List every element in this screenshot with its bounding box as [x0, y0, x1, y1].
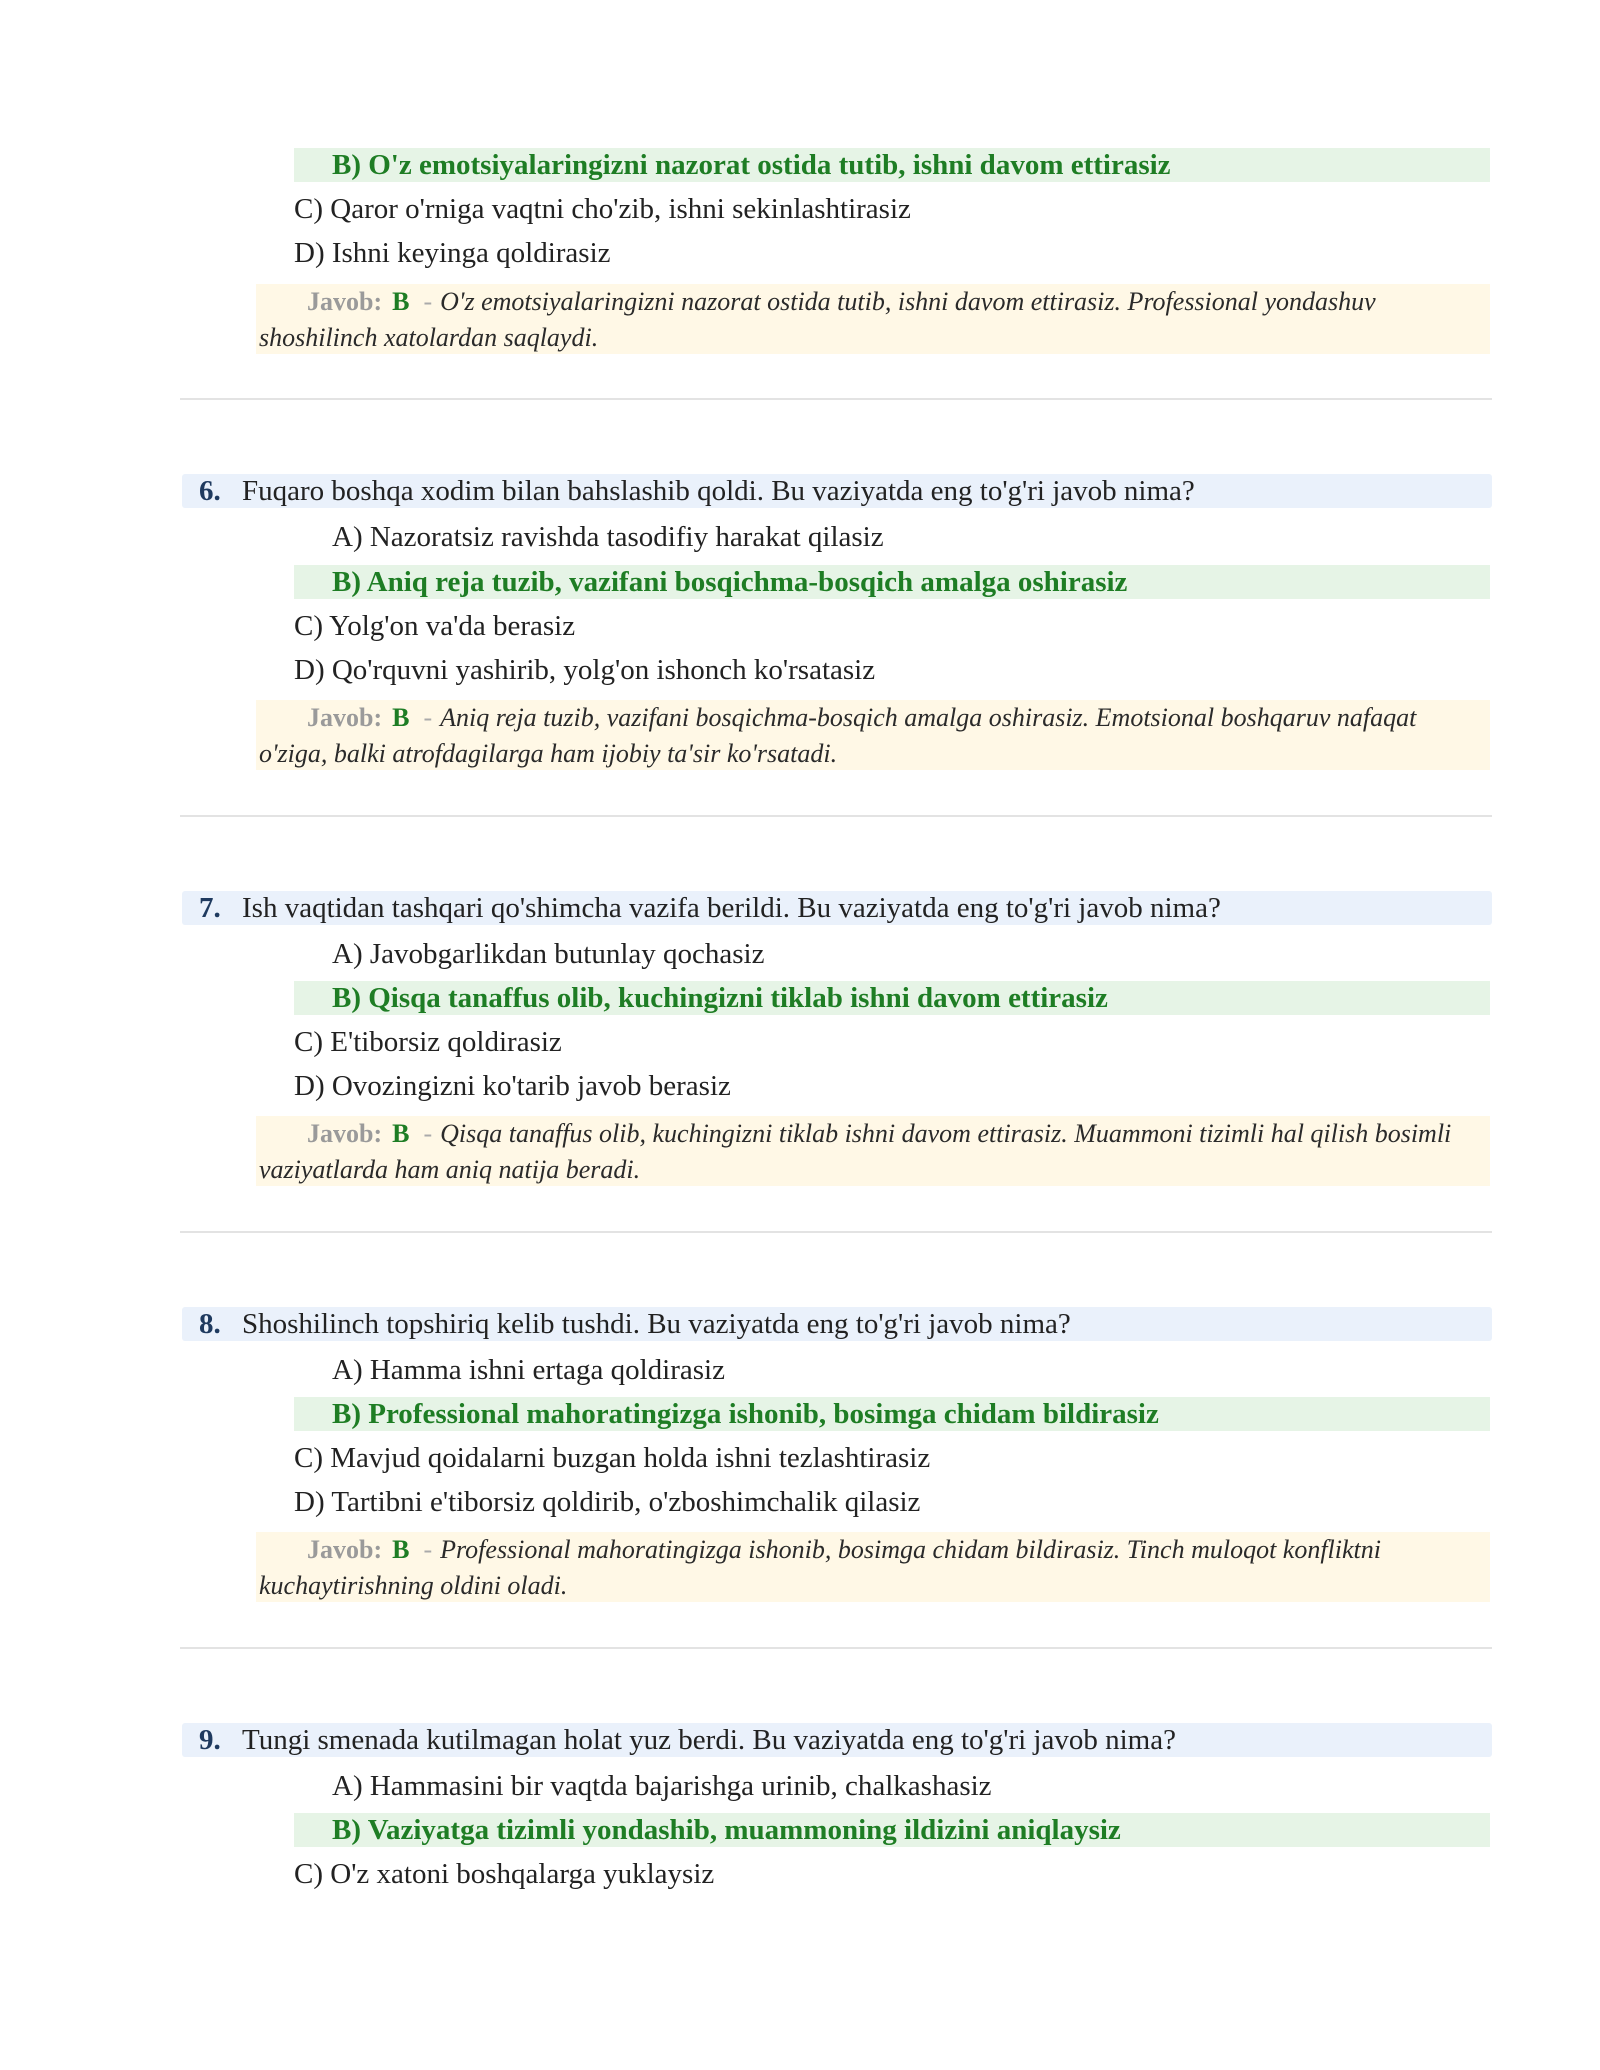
- question-text: Shoshilinch topshiriq kelib tushdi. Bu vaziyatda eng to'g'ri javob nima?: [242, 1308, 1071, 1340]
- answer-text: O'z emotsiyalaringizni nazorat ostida tutib, ishni davom ettirasiz. Professional yondashuv shoshilinch xatolardan saqlaydi.: [259, 287, 1376, 352]
- option-b-correct: B) Qisqa tanaffus olib, kuchingizni tiklab ishni davom ettirasiz: [294, 981, 1490, 1015]
- question-title: [182, 1307, 1492, 1341]
- option-b-correct: B) O'z emotsiyalaringizni nazorat ostida tutib, ishni davom ettirasiz: [294, 148, 1490, 182]
- answer-dash: -: [423, 703, 433, 732]
- divider: [180, 1647, 1492, 1649]
- question-number: 7.: [199, 892, 221, 924]
- option-b-correct: B) Vaziyatga tizimli yondashib, muammoning ildizini aniqlaysiz: [294, 1813, 1490, 1847]
- divider: [180, 1231, 1492, 1233]
- answer-letter: B: [392, 287, 410, 316]
- answer-dash: -: [423, 1119, 433, 1148]
- option-c: C) O'z xatoni boshqalarga yuklaysiz: [294, 1858, 715, 1890]
- answer-letter: B: [392, 703, 410, 732]
- answer-dash: -: [423, 1535, 433, 1564]
- answer-letter: B: [392, 1119, 410, 1148]
- option-c: C) Mavjud qoidalarni buzgan holda ishni tezlashtirasiz: [294, 1442, 931, 1474]
- answer-label: Javob:: [307, 287, 383, 316]
- divider: [180, 815, 1492, 817]
- option-b-correct: B) Professional mahoratingizga ishonib, bosimga chidam bildirasiz: [294, 1397, 1490, 1431]
- answer-box: [256, 284, 1490, 354]
- option-d: D) Ovozingizni ko'tarib javob berasiz: [294, 1070, 731, 1102]
- question-number: 6.: [199, 475, 221, 507]
- option-a: A) Javobgarlikdan butunlay qochasiz: [332, 938, 765, 970]
- option-b-correct: B) Aniq reja tuzib, vazifani bosqichma-bosqich amalga oshirasiz: [294, 565, 1490, 599]
- question-text: Fuqaro boshqa xodim bilan bahslashib qoldi. Bu vaziyatda eng to'g'ri javob nima?: [242, 475, 1195, 507]
- option-d: D) Ishni keyinga qoldirasiz: [294, 237, 611, 269]
- option-d: D) Qo'rquvni yashirib, yolg'on ishonch ko'rsatasiz: [294, 654, 876, 686]
- question-number: 8.: [199, 1308, 221, 1340]
- option-d: D) Tartibni e'tiborsiz qoldirib, o'zboshimchalik qilasiz: [294, 1486, 921, 1518]
- option-a: A) Hammasini bir vaqtda bajarishga urinib, chalkashasiz: [332, 1770, 992, 1802]
- option-a: A) Hamma ishni ertaga qoldirasiz: [332, 1354, 725, 1386]
- answer-text: Aniq reja tuzib, vazifani bosqichma-bosqich amalga oshirasiz. Emotsional boshqaruv nafaqat o'ziga, balki atrofdagilarga ham ijobiy ta'sir ko'rsatadi.: [259, 703, 1417, 768]
- answer-text: Professional mahoratingizga ishonib, bosimga chidam bildirasiz. Tinch muloqot konfliktni kuchaytirishning oldini oladi.: [259, 1535, 1381, 1600]
- question-text: Tungi smenada kutilmagan holat yuz berdi. Bu vaziyatda eng to'g'ri javob nima?: [242, 1724, 1176, 1756]
- divider: [180, 398, 1492, 400]
- answer-label: Javob:: [307, 703, 383, 732]
- option-c: C) E'tiborsiz qoldirasiz: [294, 1026, 562, 1058]
- option-c: C) Qaror o'rniga vaqtni cho'zib, ishni sekinlashtirasiz: [294, 193, 911, 225]
- answer-dash: -: [423, 287, 433, 316]
- question-title: [182, 891, 1492, 925]
- option-c: C) Yolg'on va'da berasiz: [294, 610, 576, 642]
- question-title: [182, 1723, 1492, 1757]
- answer-box: [256, 1116, 1490, 1186]
- question-text: Ish vaqtidan tashqari qo'shimcha vazifa berildi. Bu vaziyatda eng to'g'ri javob nima?: [242, 892, 1221, 924]
- answer-label: Javob:: [307, 1119, 383, 1148]
- answer-box: [256, 700, 1490, 770]
- question-number: 9.: [199, 1724, 221, 1756]
- option-a: A) Nazoratsiz ravishda tasodifiy harakat qilasiz: [332, 521, 884, 553]
- answer-letter: B: [392, 1535, 410, 1564]
- answer-box: [256, 1532, 1490, 1602]
- question-title: [182, 474, 1492, 508]
- answer-text: Qisqa tanaffus olib, kuchingizni tiklab ishni davom ettirasiz. Muammoni tizimli hal qilish bosimli vaziyatlarda ham aniq natija beradi.: [259, 1119, 1452, 1184]
- answer-label: Javob:: [307, 1535, 383, 1564]
